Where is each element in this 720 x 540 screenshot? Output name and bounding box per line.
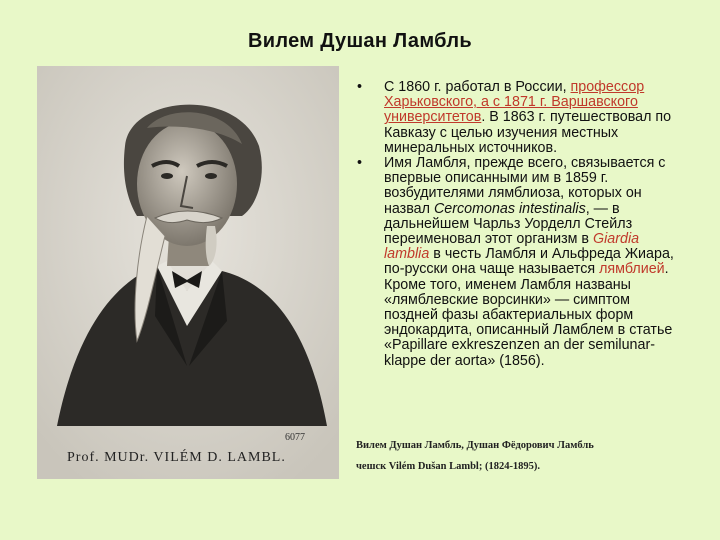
plate-number: 6077 (285, 432, 305, 443)
footnote-line-2: чешск Vilém Dušan Lambl; (1824-1895). (356, 461, 541, 472)
text-run: С 1860 г. работал в России, (384, 79, 571, 95)
portrait-engraving (37, 66, 339, 479)
bullet-text (384, 156, 675, 369)
bullet-text (384, 80, 675, 156)
text-run: Имя Ламбля, прежде всего, связывается с впервые описанными им в 1859 г. возбудителями лямблиоза, которых он назвал (384, 155, 666, 217)
slide-title: Вилем Душан Ламбль (248, 30, 472, 52)
bullet-item (355, 80, 675, 156)
portrait-illustration (37, 66, 339, 479)
link-lamblia[interactable]: лямблией (599, 261, 665, 278)
bullet-marker: • (357, 79, 363, 95)
plate-name: Prof. MUDr. VILÉM D. LAMBL. (67, 450, 286, 465)
bullet-item (355, 156, 675, 369)
italic-term: Cercomonas intestinalis (433, 200, 586, 217)
text-run: . В 1863 г. путешествовал по Кавказу с целью изучения местных минеральных источников. (384, 109, 672, 156)
bullet-marker: • (357, 155, 363, 172)
text-run: . Кроме того, именем Ламбля названы «лямблевские ворсинки» — симптом поздней фазы абактериальных форм эндокардита, описанный Ламблем в статье «Papillare exkreszenzen an der semilunar-klappe der aorta» (1856). (384, 261, 673, 369)
link-universities[interactable]: профессор Харьковского, а с 1871 г. Варшавского университетов (384, 79, 645, 126)
engraving-caption (37, 424, 339, 479)
text-run: переименовал этот организм в (384, 231, 593, 248)
text-run: , — в дальнейшем Чарльз Уорделл Стейлз (384, 200, 633, 232)
link-giardia[interactable]: Giardia lamblia (384, 231, 640, 263)
footnote-line-1: Вилем Душан Ламбль, Душан Фёдорович Ламбль (356, 440, 594, 451)
bullet-list (355, 80, 675, 369)
text-run: в честь Ламбля и Альфреда Жиара, по-русски она чаще называется (384, 246, 674, 278)
